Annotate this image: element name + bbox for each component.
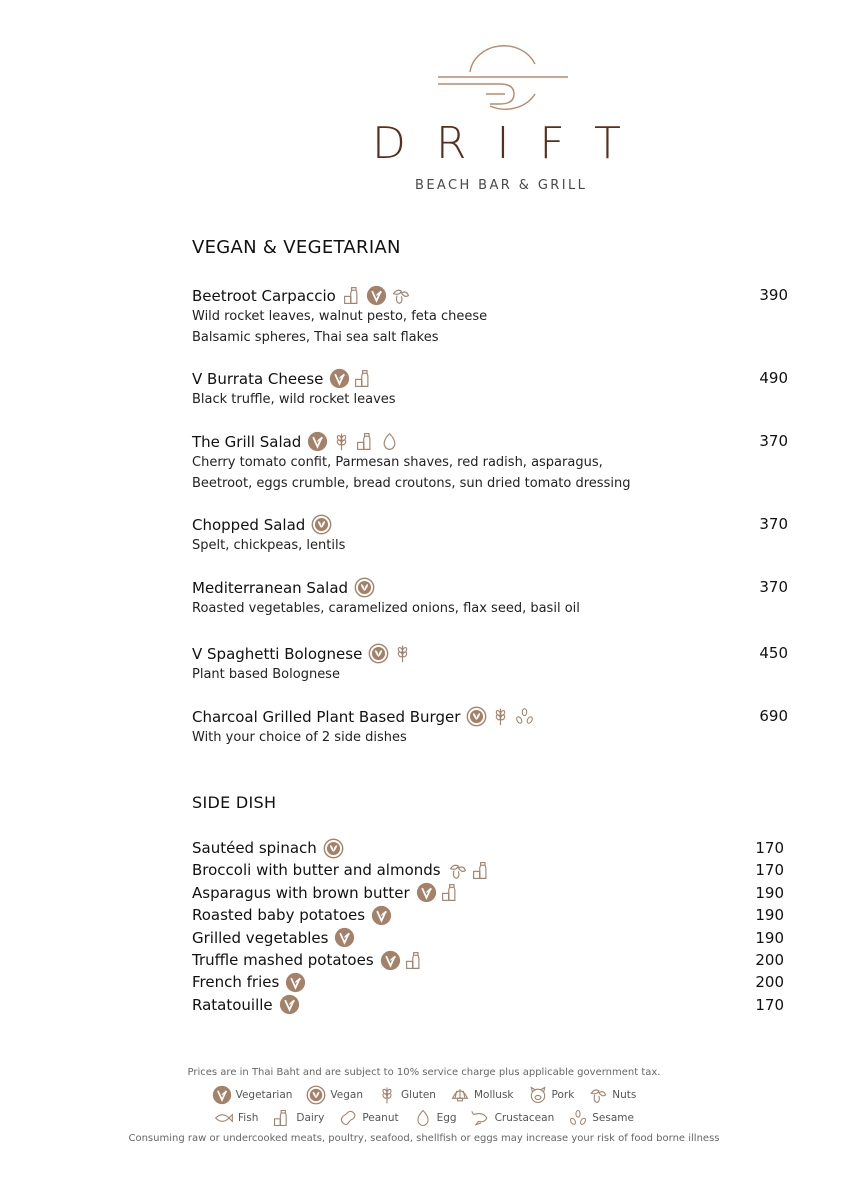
crustacean-icon <box>471 1108 491 1128</box>
legend-label: Egg <box>436 1112 457 1124</box>
legend-label: Nuts <box>612 1089 637 1101</box>
legend-entry <box>306 1085 363 1105</box>
allergen-icons <box>311 514 332 535</box>
legend-label: Sesame <box>592 1112 634 1124</box>
menu-item-description: Black truffle, wild rocket leaves <box>192 392 396 407</box>
allergen-icons <box>334 927 355 948</box>
legend-entry <box>471 1108 555 1128</box>
side-dish-price: 190 <box>755 928 784 947</box>
menu-item-description: Beetroot, eggs crumble, bread croutons, sun dried tomato dressing <box>192 476 631 491</box>
legend-label: Vegetarian <box>235 1089 293 1101</box>
legend-label: Fish <box>238 1112 259 1124</box>
section-title-vegan: VEGAN & VEGETARIAN <box>192 237 401 258</box>
menu-item-description: With your choice of 2 side dishes <box>192 730 407 745</box>
menu-item-description: Spelt, chickpeas, lentils <box>192 538 346 553</box>
legend-label: Peanut <box>362 1112 399 1124</box>
dairy-icon <box>404 950 425 971</box>
vegan-icon <box>368 643 389 664</box>
brand-tagline: BEACH BAR & GRILL <box>415 178 588 193</box>
vegetarian-icon <box>279 994 300 1015</box>
vegetarian-icon <box>285 972 306 993</box>
vegan-icon <box>306 1085 326 1105</box>
price-note: Prices are in Thai Baht and are subject to 10% service charge plus applicable government tax. <box>187 1067 661 1078</box>
menu-item-name: Chopped Salad <box>192 515 306 534</box>
dairy-icon <box>353 368 374 389</box>
allergen-icons <box>279 994 300 1015</box>
menu-item-description: Plant based Bolognese <box>192 667 340 682</box>
nuts-icon <box>447 860 468 881</box>
fish-icon <box>214 1108 234 1128</box>
gluten-icon <box>392 643 413 664</box>
legend-entry <box>413 1108 457 1128</box>
menu-item <box>192 514 792 556</box>
side-dish-row <box>192 971 792 993</box>
menu-item <box>192 643 792 685</box>
dairy-icon <box>342 285 363 306</box>
legend-entry <box>588 1085 636 1105</box>
gluten-icon <box>377 1085 397 1105</box>
legend-label: Gluten <box>401 1089 436 1101</box>
menu-item-description: Wild rocket leaves, walnut pesto, feta cheese <box>192 309 488 324</box>
side-dish-name: Truffle mashed potatoes <box>192 951 374 969</box>
side-dish-name: Grilled vegetables <box>192 928 329 947</box>
menu-item-price: 390 <box>759 286 788 304</box>
food-safety-warning: Consuming raw or undercooked meats, poultry, seafood, shellfish or eggs may increase your risk of food borne illness <box>128 1133 720 1144</box>
vegetarian-icon <box>380 950 401 971</box>
logo-mark-icon <box>430 44 580 124</box>
menu-item-price: 450 <box>759 644 788 662</box>
allergen-icons <box>380 950 425 971</box>
menu-item <box>192 368 792 410</box>
menu-item-description: Balsamic spheres, Thai sea salt flakes <box>192 330 439 345</box>
nuts-icon <box>588 1085 608 1105</box>
allergen-icons <box>329 368 374 389</box>
legend-entry <box>212 1085 293 1105</box>
legend-label: Pork <box>551 1089 575 1101</box>
gluten-icon <box>490 706 511 727</box>
peanut-icon <box>338 1108 358 1128</box>
egg-icon <box>379 431 400 452</box>
sesame-icon <box>514 706 535 727</box>
gluten-icon <box>331 431 352 452</box>
vegetarian-icon <box>334 927 355 948</box>
side-dish-row <box>192 882 792 904</box>
side-dish-row <box>192 949 792 971</box>
egg-icon <box>413 1108 433 1128</box>
menu-item-description: Roasted vegetables, caramelized onions, flax seed, basil oil <box>192 601 580 616</box>
brand-name: DRIFT <box>372 118 651 169</box>
vegan-icon <box>354 577 375 598</box>
side-dish-row <box>192 927 792 949</box>
allergen-icons <box>416 882 461 903</box>
menu-item-description: Cherry tomato confit, Parmesan shaves, red radish, asparagus, <box>192 455 603 470</box>
legend-label: Vegan <box>330 1089 364 1101</box>
allergen-icons <box>447 860 492 881</box>
legend-label: Mollusk <box>473 1089 514 1101</box>
allergen-icons <box>371 905 392 926</box>
dairy-icon <box>272 1108 292 1128</box>
allergen-icons <box>307 431 400 452</box>
vegan-icon <box>311 514 332 535</box>
vegetarian-icon <box>307 431 328 452</box>
side-dish-price: 190 <box>755 906 784 925</box>
legend-entry <box>450 1085 514 1105</box>
side-dish-name: Roasted baby potatoes <box>192 906 366 925</box>
menu-item-name: V Spaghetti Bolognese <box>192 644 363 663</box>
allergen-icons <box>285 972 306 993</box>
legend-entry <box>214 1108 258 1128</box>
side-dish-row <box>192 904 792 926</box>
side-dish-price: 190 <box>755 883 784 902</box>
legend-label: Crustacean <box>494 1112 555 1124</box>
side-dish-row <box>192 837 792 859</box>
legend-entry <box>568 1108 634 1128</box>
side-dish-name: Ratatouille <box>192 995 273 1014</box>
menu-item <box>192 431 792 494</box>
menu-item-name: Beetroot Carpaccio <box>192 286 336 305</box>
side-dish-name: French fries <box>192 973 280 992</box>
side-dish-price: 170 <box>755 861 784 880</box>
menu-item-price: 490 <box>759 369 788 387</box>
legend-entry <box>338 1108 398 1128</box>
pork-icon <box>528 1085 548 1105</box>
side-dish-price: 170 <box>755 839 784 857</box>
menu-item <box>192 706 792 748</box>
side-dish-price: 200 <box>755 951 784 969</box>
side-dish-row <box>192 994 792 1016</box>
vegetarian-icon <box>416 882 437 903</box>
menu-item-price: 370 <box>759 515 788 533</box>
allergen-icons <box>354 577 375 598</box>
allergen-icons <box>466 706 535 727</box>
menu-item-name: The Grill Salad <box>192 432 302 451</box>
nuts-icon <box>390 285 411 306</box>
side-dish-name: Asparagus with brown butter <box>192 883 410 902</box>
section-title-side-dish: SIDE DISH <box>192 793 277 812</box>
legend-label: Dairy <box>296 1112 325 1124</box>
side-dish-row <box>192 859 792 881</box>
menu-item-price: 370 <box>759 432 788 450</box>
legend-entry <box>377 1085 436 1105</box>
vegan-icon <box>323 838 344 859</box>
allergen-legend-row-2 <box>0 1108 848 1128</box>
vegetarian-icon <box>212 1085 232 1105</box>
sesame-icon <box>568 1108 588 1128</box>
allergen-icons <box>342 285 411 306</box>
legend-entry <box>272 1108 324 1128</box>
side-dish-name: Sautéed spinach <box>192 839 317 857</box>
side-dish-name: Broccoli with butter and almonds <box>192 861 441 880</box>
mollusk-icon <box>450 1085 470 1105</box>
dairy-icon <box>471 860 492 881</box>
menu-item-price: 690 <box>759 707 788 725</box>
side-dish-price: 200 <box>755 973 784 992</box>
menu-item-name: Mediterranean Salad <box>192 578 349 597</box>
menu-item-name: Charcoal Grilled Plant Based Burger <box>192 707 461 726</box>
menu-item-price: 370 <box>759 578 788 596</box>
allergen-legend-row-1 <box>0 1085 848 1105</box>
menu-item <box>192 285 792 348</box>
side-dish-price: 170 <box>755 995 784 1014</box>
menu-item <box>192 577 792 619</box>
vegan-icon <box>466 706 487 727</box>
vegetarian-icon <box>329 368 350 389</box>
allergen-icons <box>368 643 413 664</box>
menu-item-name: V Burrata Cheese <box>192 369 324 388</box>
allergen-icons <box>323 838 344 859</box>
vegetarian-icon <box>366 285 387 306</box>
dairy-icon <box>440 882 461 903</box>
dairy-icon <box>355 431 376 452</box>
vegetarian-icon <box>371 905 392 926</box>
legend-entry <box>528 1085 575 1105</box>
